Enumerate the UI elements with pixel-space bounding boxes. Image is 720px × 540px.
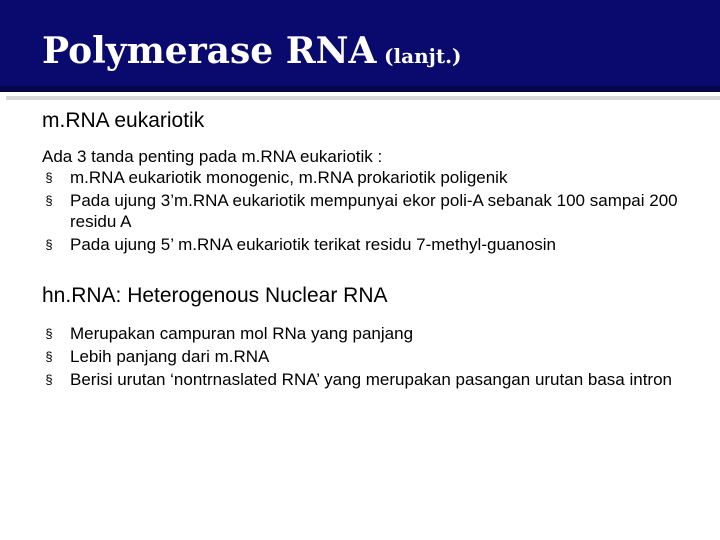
bullet-list-mrna — [42, 167, 682, 255]
slide-content — [42, 108, 682, 392]
list-item — [42, 346, 682, 367]
bullet-icon: § — [45, 349, 53, 364]
section-heading-mrna: m.RNA eukariotik — [42, 109, 205, 132]
list-item-text: Merupakan campuran mol RNa yang panjang — [70, 324, 414, 343]
list-item-text: m.RNA eukariotik monogenic, m.RNA prokariotik poligenik — [70, 168, 508, 187]
slide-title-main: Polymerase RNA — [42, 30, 377, 72]
section-intro: Ada 3 tanda penting pada m.RNA eukariotik : — [42, 147, 383, 166]
bullet-list-hnrna — [42, 323, 682, 390]
bullet-icon: § — [45, 237, 53, 252]
list-item — [42, 234, 682, 255]
slide-title-suffix: (lanjt.) — [384, 44, 462, 68]
list-item — [42, 323, 682, 344]
bullet-icon: § — [45, 326, 53, 341]
bullet-icon: § — [45, 170, 53, 185]
list-item — [42, 167, 682, 188]
list-item-text: Lebih panjang dari m.RNA — [70, 347, 270, 366]
slide-title — [42, 30, 462, 72]
bullet-icon: § — [45, 193, 53, 208]
list-item-text: Pada ujung 3’m.RNA eukariotik mempunyai ekor poli-A sebanak 100 sampai 200 residu A — [70, 191, 678, 231]
bullet-icon: § — [45, 372, 53, 387]
list-item — [42, 190, 682, 232]
list-item — [42, 369, 682, 390]
list-item-text: Pada ujung 5’ m.RNA eukariotik terikat residu 7-methyl-guanosin — [70, 235, 557, 254]
title-bar-shadow — [6, 96, 720, 100]
section-heading-hnrna: hn.RNA: Heterogenous Nuclear RNA — [42, 284, 388, 307]
list-item-text: Berisi urutan ‘nontrnaslated RNA’ yang merupakan pasangan urutan basa intron — [70, 370, 672, 389]
